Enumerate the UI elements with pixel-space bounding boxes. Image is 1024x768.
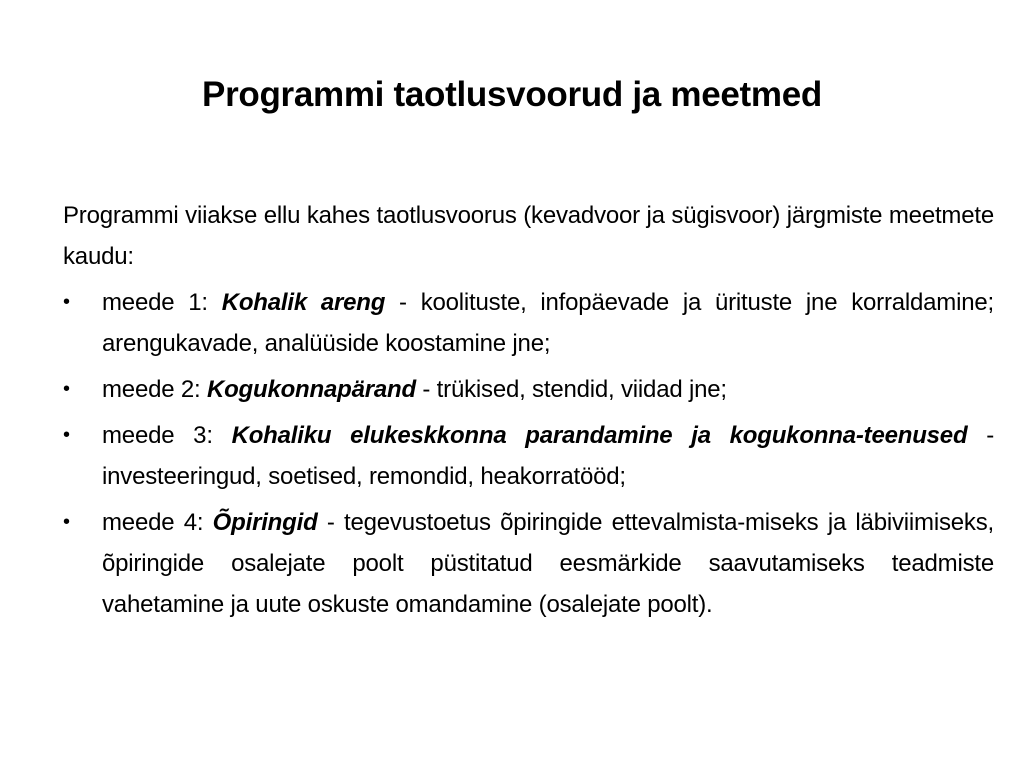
list-item xyxy=(63,502,994,625)
measure-term: Kohaliku elukeskkonna parandamine ja kogukonna-teenused xyxy=(231,422,968,449)
measure-description: - koolituste, infopäevade ja ürituste jne korraldamine; arengukavade, analüüside koostamine jne; xyxy=(102,289,994,357)
slide-title: Programmi taotlusvoorud ja meetmed xyxy=(202,75,822,114)
slide-body xyxy=(63,195,994,630)
bullet-icon: • xyxy=(63,291,70,313)
measure-prefix: meede 4: xyxy=(102,509,213,536)
measure-description: - tegevustoetus õpiringide ettevalmista-miseks ja läbiviimiseks, õpiringide osalejate poolt püstitatud eesmärkide saavutamiseks teadmiste vahetamine ja uute oskuste omandamine (osalejate poolt). xyxy=(102,509,994,618)
measure-prefix: meede 1: xyxy=(102,289,222,316)
measure-description: - trükised, stendid, viidad jne; xyxy=(415,376,727,403)
list-item xyxy=(63,415,994,497)
list-item xyxy=(63,282,994,364)
measure-term: Kogukonnapärand xyxy=(206,376,416,403)
measure-prefix: meede 3: xyxy=(102,422,232,449)
measures-list xyxy=(63,282,994,625)
bullet-icon: • xyxy=(63,424,70,446)
measure-description: - investeeringud, soetised, remondid, heakorratööd; xyxy=(102,422,995,490)
list-item xyxy=(63,369,994,410)
measure-prefix: meede 2: xyxy=(102,376,207,403)
measure-term: Kohalik areng xyxy=(221,289,386,316)
intro-paragraph: Programmi viiakse ellu kahes taotlusvoorus (kevadvoor ja sügisvoor) järgmiste meetmete kaudu: xyxy=(63,202,994,270)
bullet-icon: • xyxy=(63,378,70,400)
measure-term: Õpiringid xyxy=(212,509,318,536)
bullet-icon: • xyxy=(63,511,70,533)
